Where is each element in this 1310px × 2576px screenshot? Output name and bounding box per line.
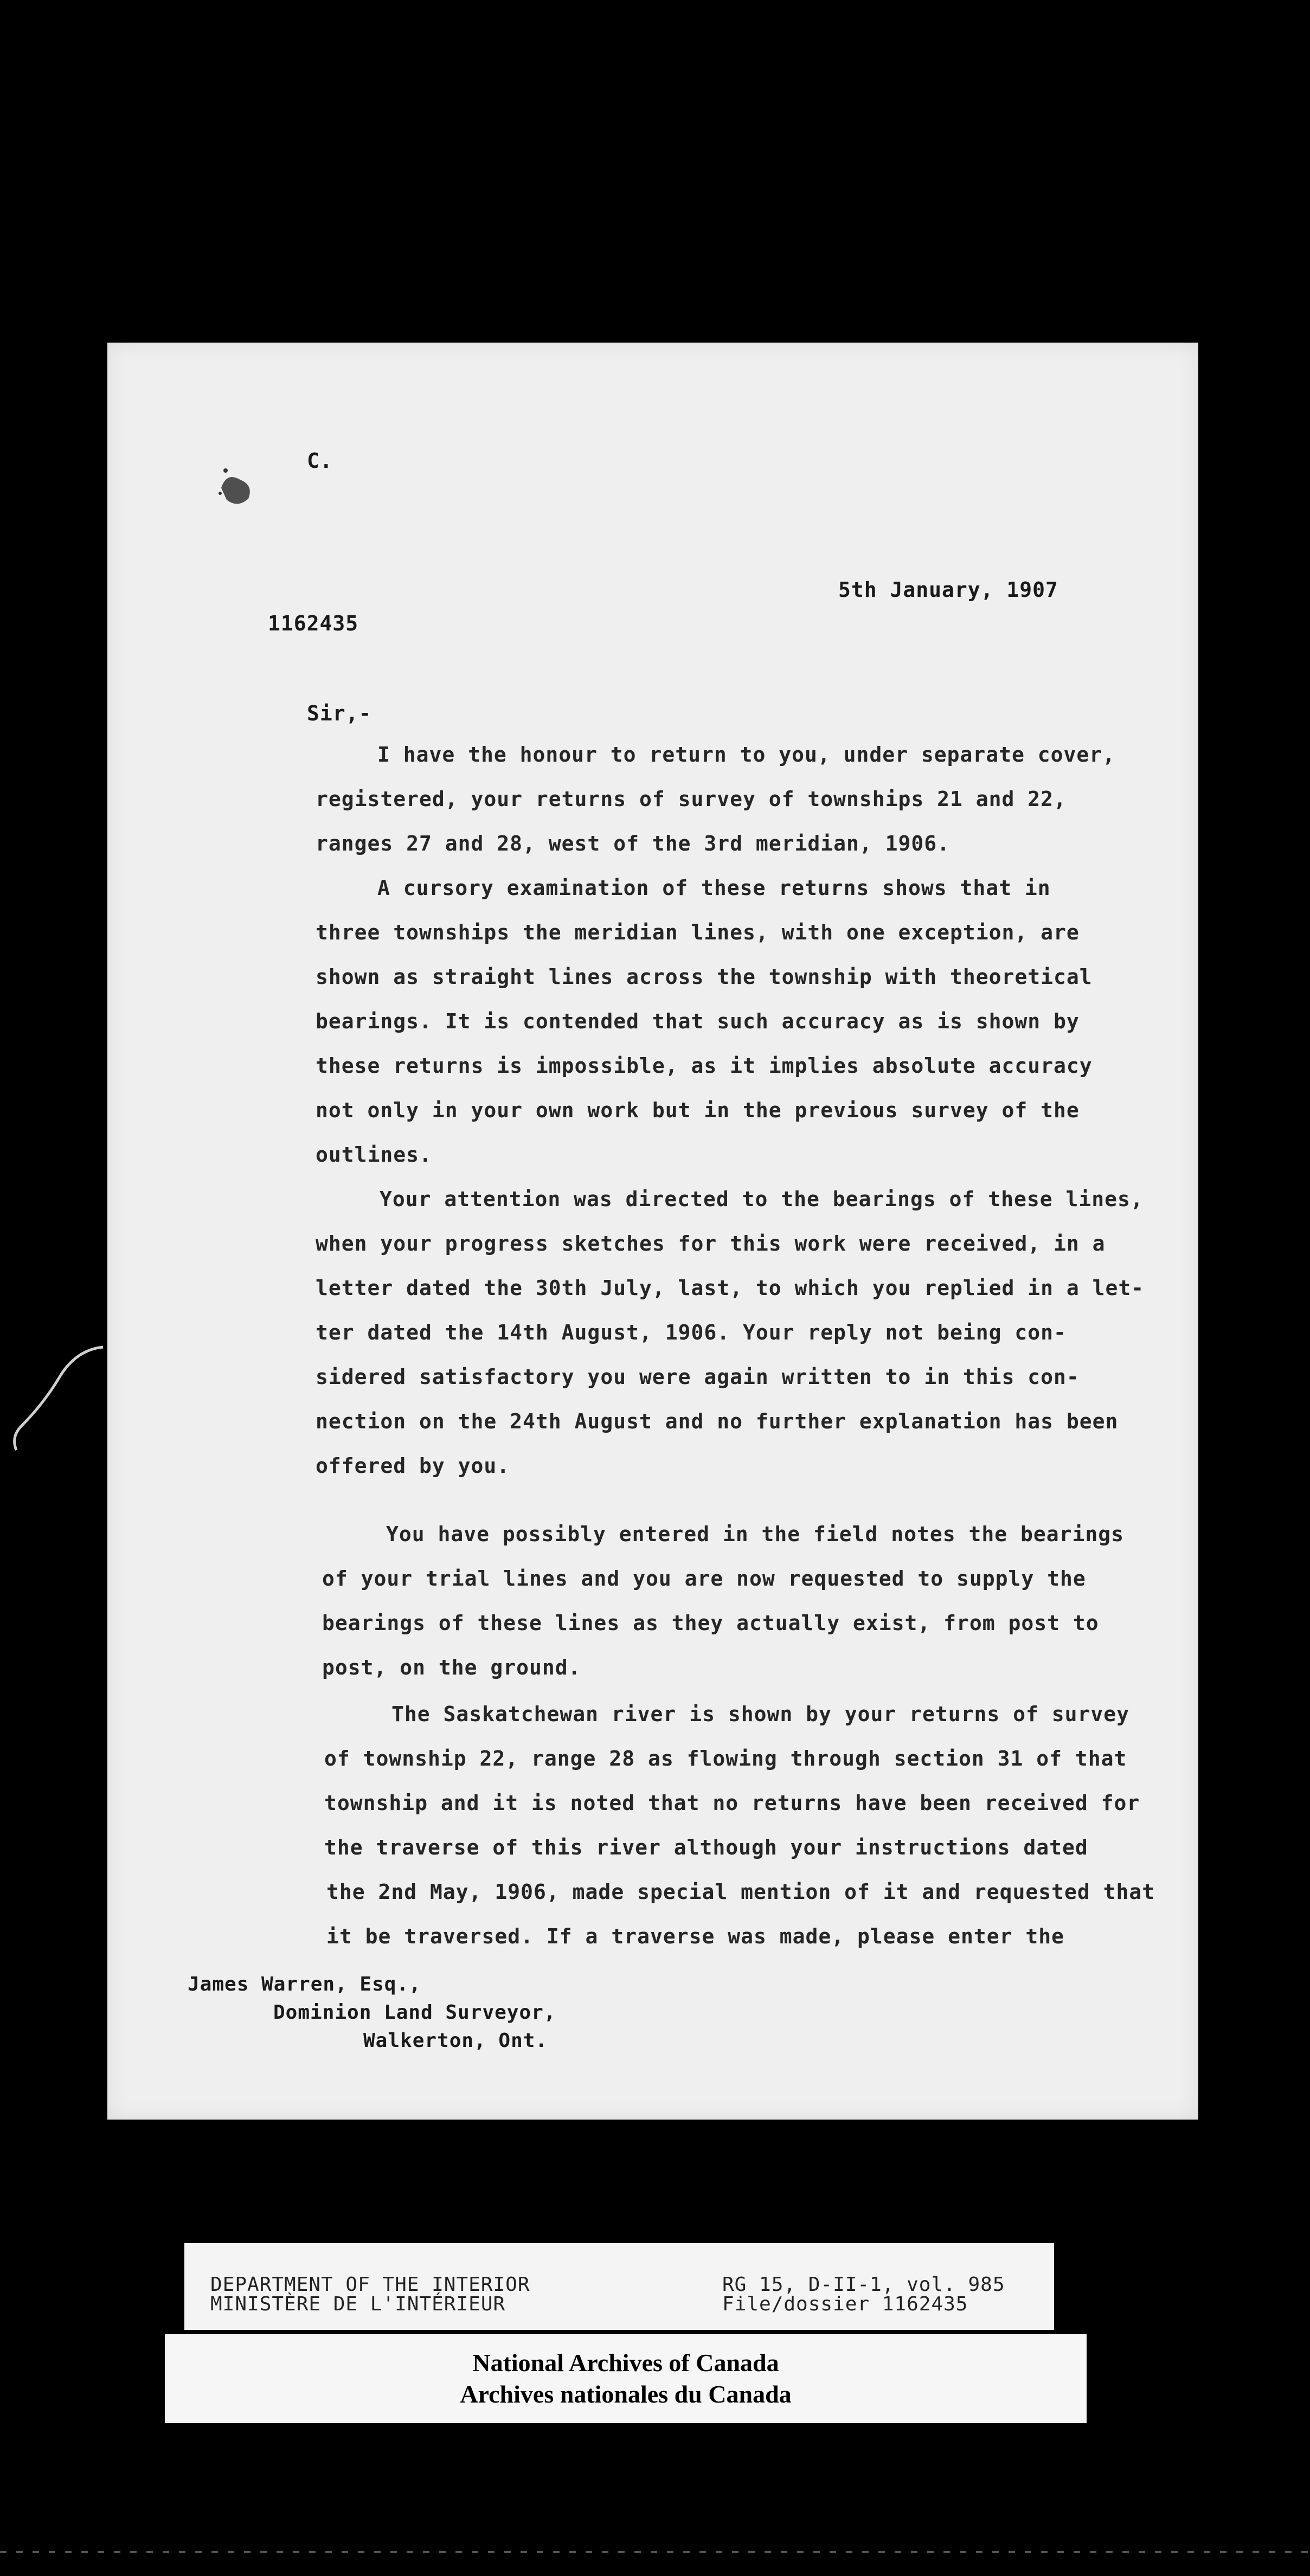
body-line: Your attention was directed to the bearings of these lines, xyxy=(380,1187,1144,1211)
addressee-place: Walkerton, Ont. xyxy=(363,2030,548,2052)
body-line: nection on the 24th August and no further explanation has been xyxy=(316,1409,1119,1433)
body-line: outlines. xyxy=(316,1143,432,1167)
body-line: The Saskatchewan river is shown by your returns of survey xyxy=(391,1702,1130,1726)
body-line: township and it is noted that no returns have been received for xyxy=(324,1791,1140,1815)
archive-name-en: National Archives of Canada xyxy=(472,2349,779,2377)
body-line: I have the honour to return to you, under separate cover, xyxy=(377,743,1116,767)
archive-name-fr: Archives nationales du Canada xyxy=(460,2380,792,2408)
body-line: letter dated the 30th July, last, to which you replied in a let- xyxy=(316,1276,1145,1300)
addressee-title: Dominion Land Surveyor, xyxy=(273,2001,556,2024)
salutation: Sir,- xyxy=(307,701,372,725)
addressee-name: James Warren, Esq., xyxy=(188,1973,421,1995)
body-line: sidered satisfactory you were again written to in this con- xyxy=(316,1365,1080,1389)
archive-reference-label xyxy=(184,2243,1054,2330)
film-edge-line xyxy=(0,2551,1310,2553)
body-line: it be traversed. If a traverse was made, please enter the xyxy=(326,1924,1065,1948)
body-line: these returns is impossible, as it implies absolute accuracy xyxy=(316,1054,1093,1078)
body-line: the traverse of this river although your instructions dated xyxy=(324,1836,1088,1859)
body-line: three townships the meridian lines, with one exception, are xyxy=(316,920,1080,944)
body-line: A cursory examination of these returns shows that in xyxy=(377,876,1051,900)
corner-mark: C. xyxy=(307,449,333,473)
body-line: offered by you. xyxy=(316,1454,510,1478)
body-line: post, on the ground. xyxy=(322,1656,581,1679)
record-group-ref: RG 15, D-II-1, vol. 985 xyxy=(722,2274,1005,2296)
body-line: shown as straight lines across the township with theoretical xyxy=(316,965,1093,989)
body-line: registered, your returns of survey of townships 21 and 22, xyxy=(316,787,1067,811)
file-number: 1162435 xyxy=(268,611,359,635)
body-line: of your trial lines and you are now requested to supply the xyxy=(322,1567,1086,1590)
ink-smudge xyxy=(216,466,265,510)
department-fr: MINISTÈRE DE L'INTÉRIEUR xyxy=(210,2293,506,2315)
body-line: when your progress sketches for this work were received, in a xyxy=(316,1232,1106,1255)
body-line: ter dated the 14th August, 1906. Your reply not being con- xyxy=(316,1321,1067,1344)
page-edge-mark xyxy=(0,1344,108,1453)
letter-date: 5th January, 1907 xyxy=(838,578,1058,602)
archive-banner xyxy=(165,2334,1087,2423)
body-line: bearings of these lines as they actually exist, from post to xyxy=(322,1611,1099,1635)
body-line: ranges 27 and 28, west of the 3rd meridian, 1906. xyxy=(316,832,951,855)
body-line: not only in your own work but in the previous survey of the xyxy=(316,1098,1080,1122)
department-en: DEPARTMENT OF THE INTERIOR xyxy=(210,2274,530,2296)
file-reference: File/dossier 1162435 xyxy=(722,2293,968,2315)
body-line: of township 22, range 28 as flowing through section 31 of that xyxy=(324,1747,1127,1770)
body-line: the 2nd May, 1906, made special mention of it and requested that xyxy=(326,1880,1155,1904)
body-line: bearings. It is contended that such accuracy as is shown by xyxy=(316,1009,1080,1033)
body-line: You have possibly entered in the field notes the bearings xyxy=(386,1522,1125,1546)
